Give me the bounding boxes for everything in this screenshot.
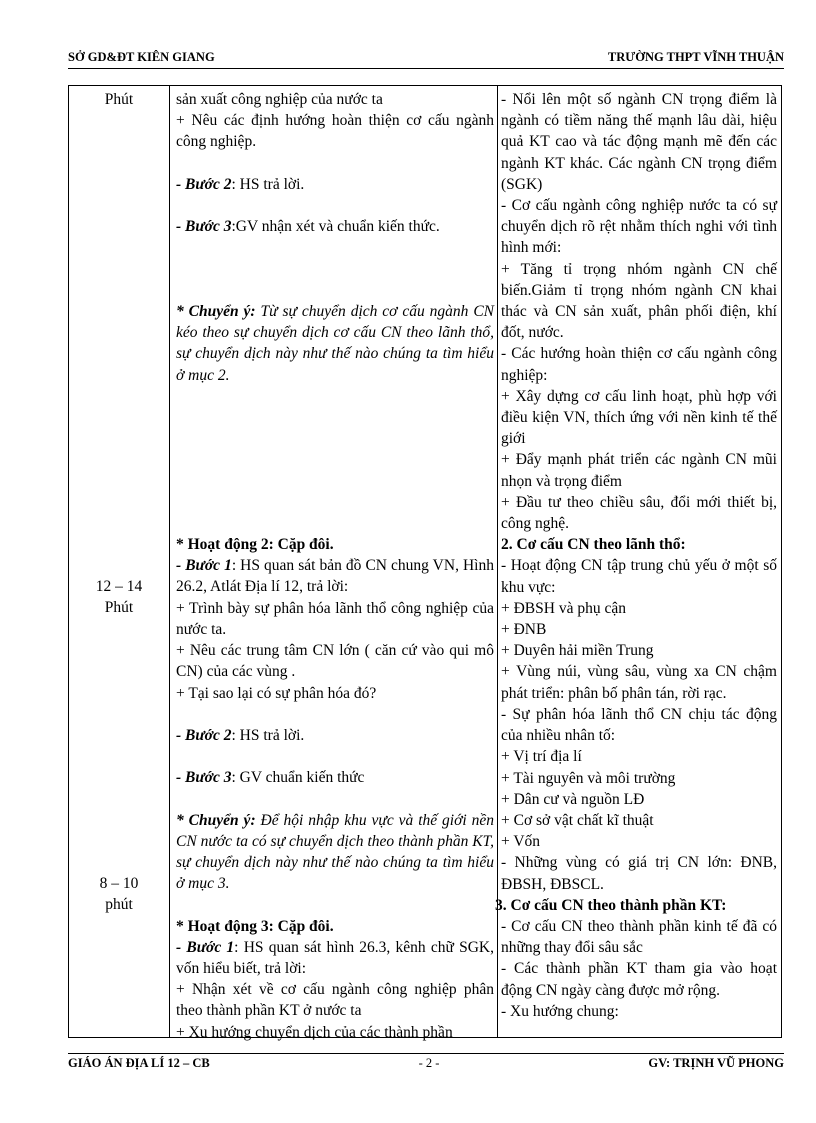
transition-label: * Chuyển ý:	[176, 302, 256, 320]
time-2-unit: Phút	[104, 599, 134, 617]
content-line: + Dân cư và nguồn LĐ	[501, 790, 645, 808]
page-header	[68, 50, 784, 69]
content-line: + Tăng tỉ trọng nhóm ngành CN chế biến.Giảm tỉ trọng nhóm ngành CN khai thác và CN sản xuất, phân phối điện, khí đốt, nước.	[501, 260, 777, 342]
footer-subject: GIÁO ÁN ĐỊA LÍ 12 – CB	[68, 1056, 210, 1070]
content-line: - Cơ cấu ngành công nghiệp nước ta có sự chuyển dịch rõ rệt nhằm thích nghi với tình hình mới:	[501, 197, 777, 257]
activity-2-step-2	[176, 725, 494, 746]
content-line: + ĐBSH và phụ cận	[501, 599, 626, 617]
activity-2-step-1	[176, 555, 494, 597]
activity-2-step-3	[176, 767, 494, 788]
step-2	[176, 174, 494, 195]
content-line: + Tài nguyên và môi trường	[501, 769, 676, 787]
content-line: - Xu hướng chung:	[501, 1002, 619, 1020]
activity-line: sản xuất công nghiệp của nước ta	[176, 91, 383, 108]
transition-note-1	[176, 301, 494, 386]
transition-text: Để hội nhập khu vực và thế giới nền CN nước ta có sự chuyển dịch theo thành phần KT, sự chuyển dịch này như thế nào chúng ta tìm hiểu ở mục 3.	[176, 811, 494, 893]
content-line: + Xây dựng cơ cấu linh hoạt, phù hợp với điều kiện VN, thích ứng với nền kinh tế thế giới	[501, 387, 777, 448]
lesson-table	[68, 85, 782, 1041]
page-number: - 2 -	[418, 1056, 440, 1070]
question: + Nhận xét về cơ cấu ngành công nghiệp phân theo thành phần KT ở nước ta	[176, 981, 494, 1020]
question: + Trình bày sự phân hóa lãnh thổ công nghiệp của nước ta.	[176, 599, 494, 638]
time-3-range: 8 – 10	[99, 874, 139, 892]
content-line: + Vốn	[501, 833, 541, 851]
section-2-heading: 2. Cơ cấu CN theo lãnh thổ:	[501, 536, 686, 554]
question: + Nêu các trung tâm CN lớn ( căn cứ vào qui mô CN) của các vùng .	[176, 642, 494, 681]
column-divider-1	[169, 86, 170, 1037]
content-line: - Những vùng có giá trị CN lớn: ĐNB, ĐBSH, ĐBSCL.	[501, 854, 777, 893]
content-column	[495, 89, 777, 1022]
step-label: - Bước 3	[176, 218, 232, 236]
activity-2-heading: * Hoạt động 2: Cặp đôi.	[176, 536, 334, 554]
section-3-heading: 3. Cơ cấu CN theo thành phần KT:	[495, 896, 727, 914]
content-line: - Cơ cấu CN theo thành phần kinh tế đã có những thay đổi sâu sắc	[501, 917, 777, 957]
content-line: - Nổi lên một số ngành CN trọng điểm là ngành có tiềm năng thế mạnh lâu dài, hiệu quả KT cao và tác động mạnh mẽ đến các ngành KT khác. Các ngành CN trọng điểm (SGK)	[501, 91, 777, 193]
step-text: : HS trả lời.	[231, 726, 305, 744]
header-school-department: SỞ GD&ĐT KIÊN GIANG	[68, 50, 215, 64]
step-text: : HS quan sát bản đồ CN chung VN, Hình 26.2, Atlát Địa lí 12, trả lời:	[176, 557, 494, 596]
step-label: - Bước 2	[176, 175, 232, 193]
content-line: + Đẩy mạnh phát triển các ngành CN mũi nhọn và trọng điểm	[501, 451, 777, 490]
time-1: Phút	[104, 91, 134, 108]
question: + Xu hướng chuyển dịch của các thành phần	[176, 1023, 453, 1041]
activity-3-heading: * Hoạt động 3: Cặp đôi.	[176, 917, 334, 935]
page-footer	[68, 1053, 784, 1076]
content-line: + Đầu tư theo chiều sâu, đổi mới thiết bị, công nghệ.	[501, 493, 777, 533]
content-line: + Vùng núi, vùng sâu, vùng xa CN chậm phát triển: phân bố phân tán, rời rạc.	[501, 663, 777, 702]
transition-text: Từ sự chuyển dịch cơ cấu ngành CN kéo theo sự chuyển dịch cơ cấu CN theo lãnh thổ, sự chuyển dịch này như thế nào chúng ta tìm hiểu ở mục 2.	[176, 302, 495, 384]
content-line: + Cơ sở vật chất kĩ thuật	[501, 811, 654, 829]
activity-line: + Nêu các định hướng hoàn thiện cơ cấu ngành công nghiệp.	[176, 112, 494, 151]
time-2-range: 12 – 14	[95, 578, 143, 596]
step-label: - Bước 3	[176, 769, 232, 787]
step-label: - Bước 1	[176, 557, 232, 575]
header-school-name: TRƯỜNG THPT VĨNH THUẬN	[607, 50, 784, 64]
step-text: : HS trả lời.	[231, 175, 305, 193]
time-3-unit: phút	[105, 895, 133, 913]
content-line: - Các thành phần KT tham gia vào hoạt động CN ngày càng được mở rộng.	[501, 960, 777, 999]
content-line: - Sự phân hóa lãnh thổ CN chịu tác động của nhiều nhân tố:	[501, 705, 777, 745]
content-line: + Vị trí địa lí	[501, 748, 582, 766]
footer-teacher: GV: TRỊNH VŨ PHONG	[648, 1056, 784, 1070]
step-label: - Bước 1	[176, 938, 235, 956]
time-column	[69, 89, 169, 915]
step-text: : GV chuẩn kiến thức	[231, 769, 365, 787]
content-line: - Hoạt động CN tập trung chủ yếu ở một số khu vực:	[501, 557, 777, 596]
step-3	[176, 216, 494, 237]
content-line: - Các hướng hoàn thiện cơ cấu ngành công nghiệp:	[501, 345, 777, 384]
question: + Tại sao lại có sự phân hóa đó?	[176, 684, 377, 702]
step-text: : HS quan sát hình 26.3, kênh chữ SGK, vốn hiểu biết, trả lời:	[176, 938, 494, 978]
content-line: + ĐNB	[501, 621, 547, 639]
step-label: - Bước 2	[176, 726, 232, 744]
content-line: + Duyên hải miền Trung	[501, 642, 654, 660]
transition-note-2	[176, 810, 494, 895]
transition-label: * Chuyển ý:	[176, 811, 256, 829]
activity-column	[176, 89, 494, 1043]
step-text: :GV nhận xét và chuẩn kiến thức.	[231, 218, 440, 236]
activity-3-step-1	[176, 937, 494, 979]
